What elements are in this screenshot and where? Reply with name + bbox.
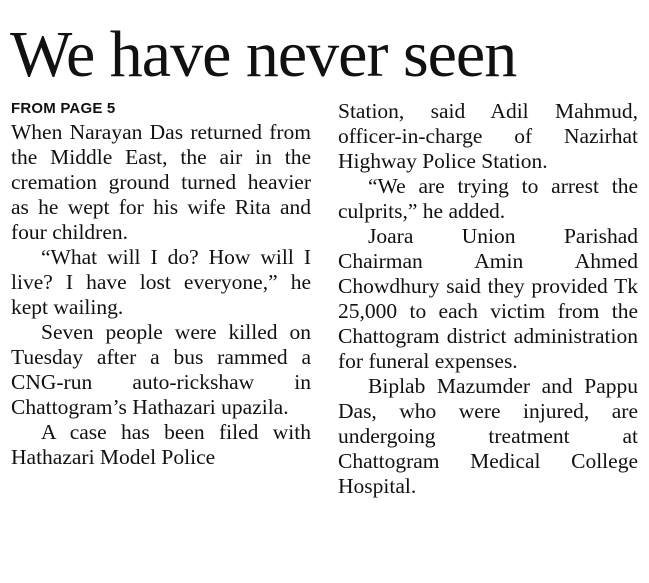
article-paragraph: When Narayan Das returned from the Middle East, the air in the cremation ground turned heavier as he wept for his wife Rita and four children. (11, 120, 311, 244)
headline: We have never seen (10, 18, 517, 91)
continuation-kicker: FROM PAGE 5 (11, 100, 116, 117)
article-paragraph: “We are trying to arrest the culprits,” he added. (338, 174, 638, 223)
article-paragraph: Biplab Mazumder and Pappu Das, who were injured, are undergoing treatment at Chattogram Medical College Hospital. (338, 374, 638, 498)
article-column-right (338, 99, 638, 499)
article-paragraph: Seven people were killed on Tuesday after a bus rammed a CNG-run auto-rickshaw in Chattogram’s Hathazari upazila. (11, 320, 311, 419)
article-paragraph: A case has been filed with Hathazari Model Police (11, 420, 311, 469)
article-paragraph: Station, said Adil Mahmud, officer-in-charge of Nazirhat Highway Police Station. (338, 99, 638, 173)
article-paragraph: “What will I do? How will I live? I have lost everyone,” he kept wailing. (11, 245, 311, 319)
article-paragraph: Joara Union Parishad Chairman Amin Ahmed Chowdhury said they provided Tk 25,000 to each victim from the Chattogram district administration for funeral expenses. (338, 224, 638, 373)
article-column-left (11, 98, 311, 470)
